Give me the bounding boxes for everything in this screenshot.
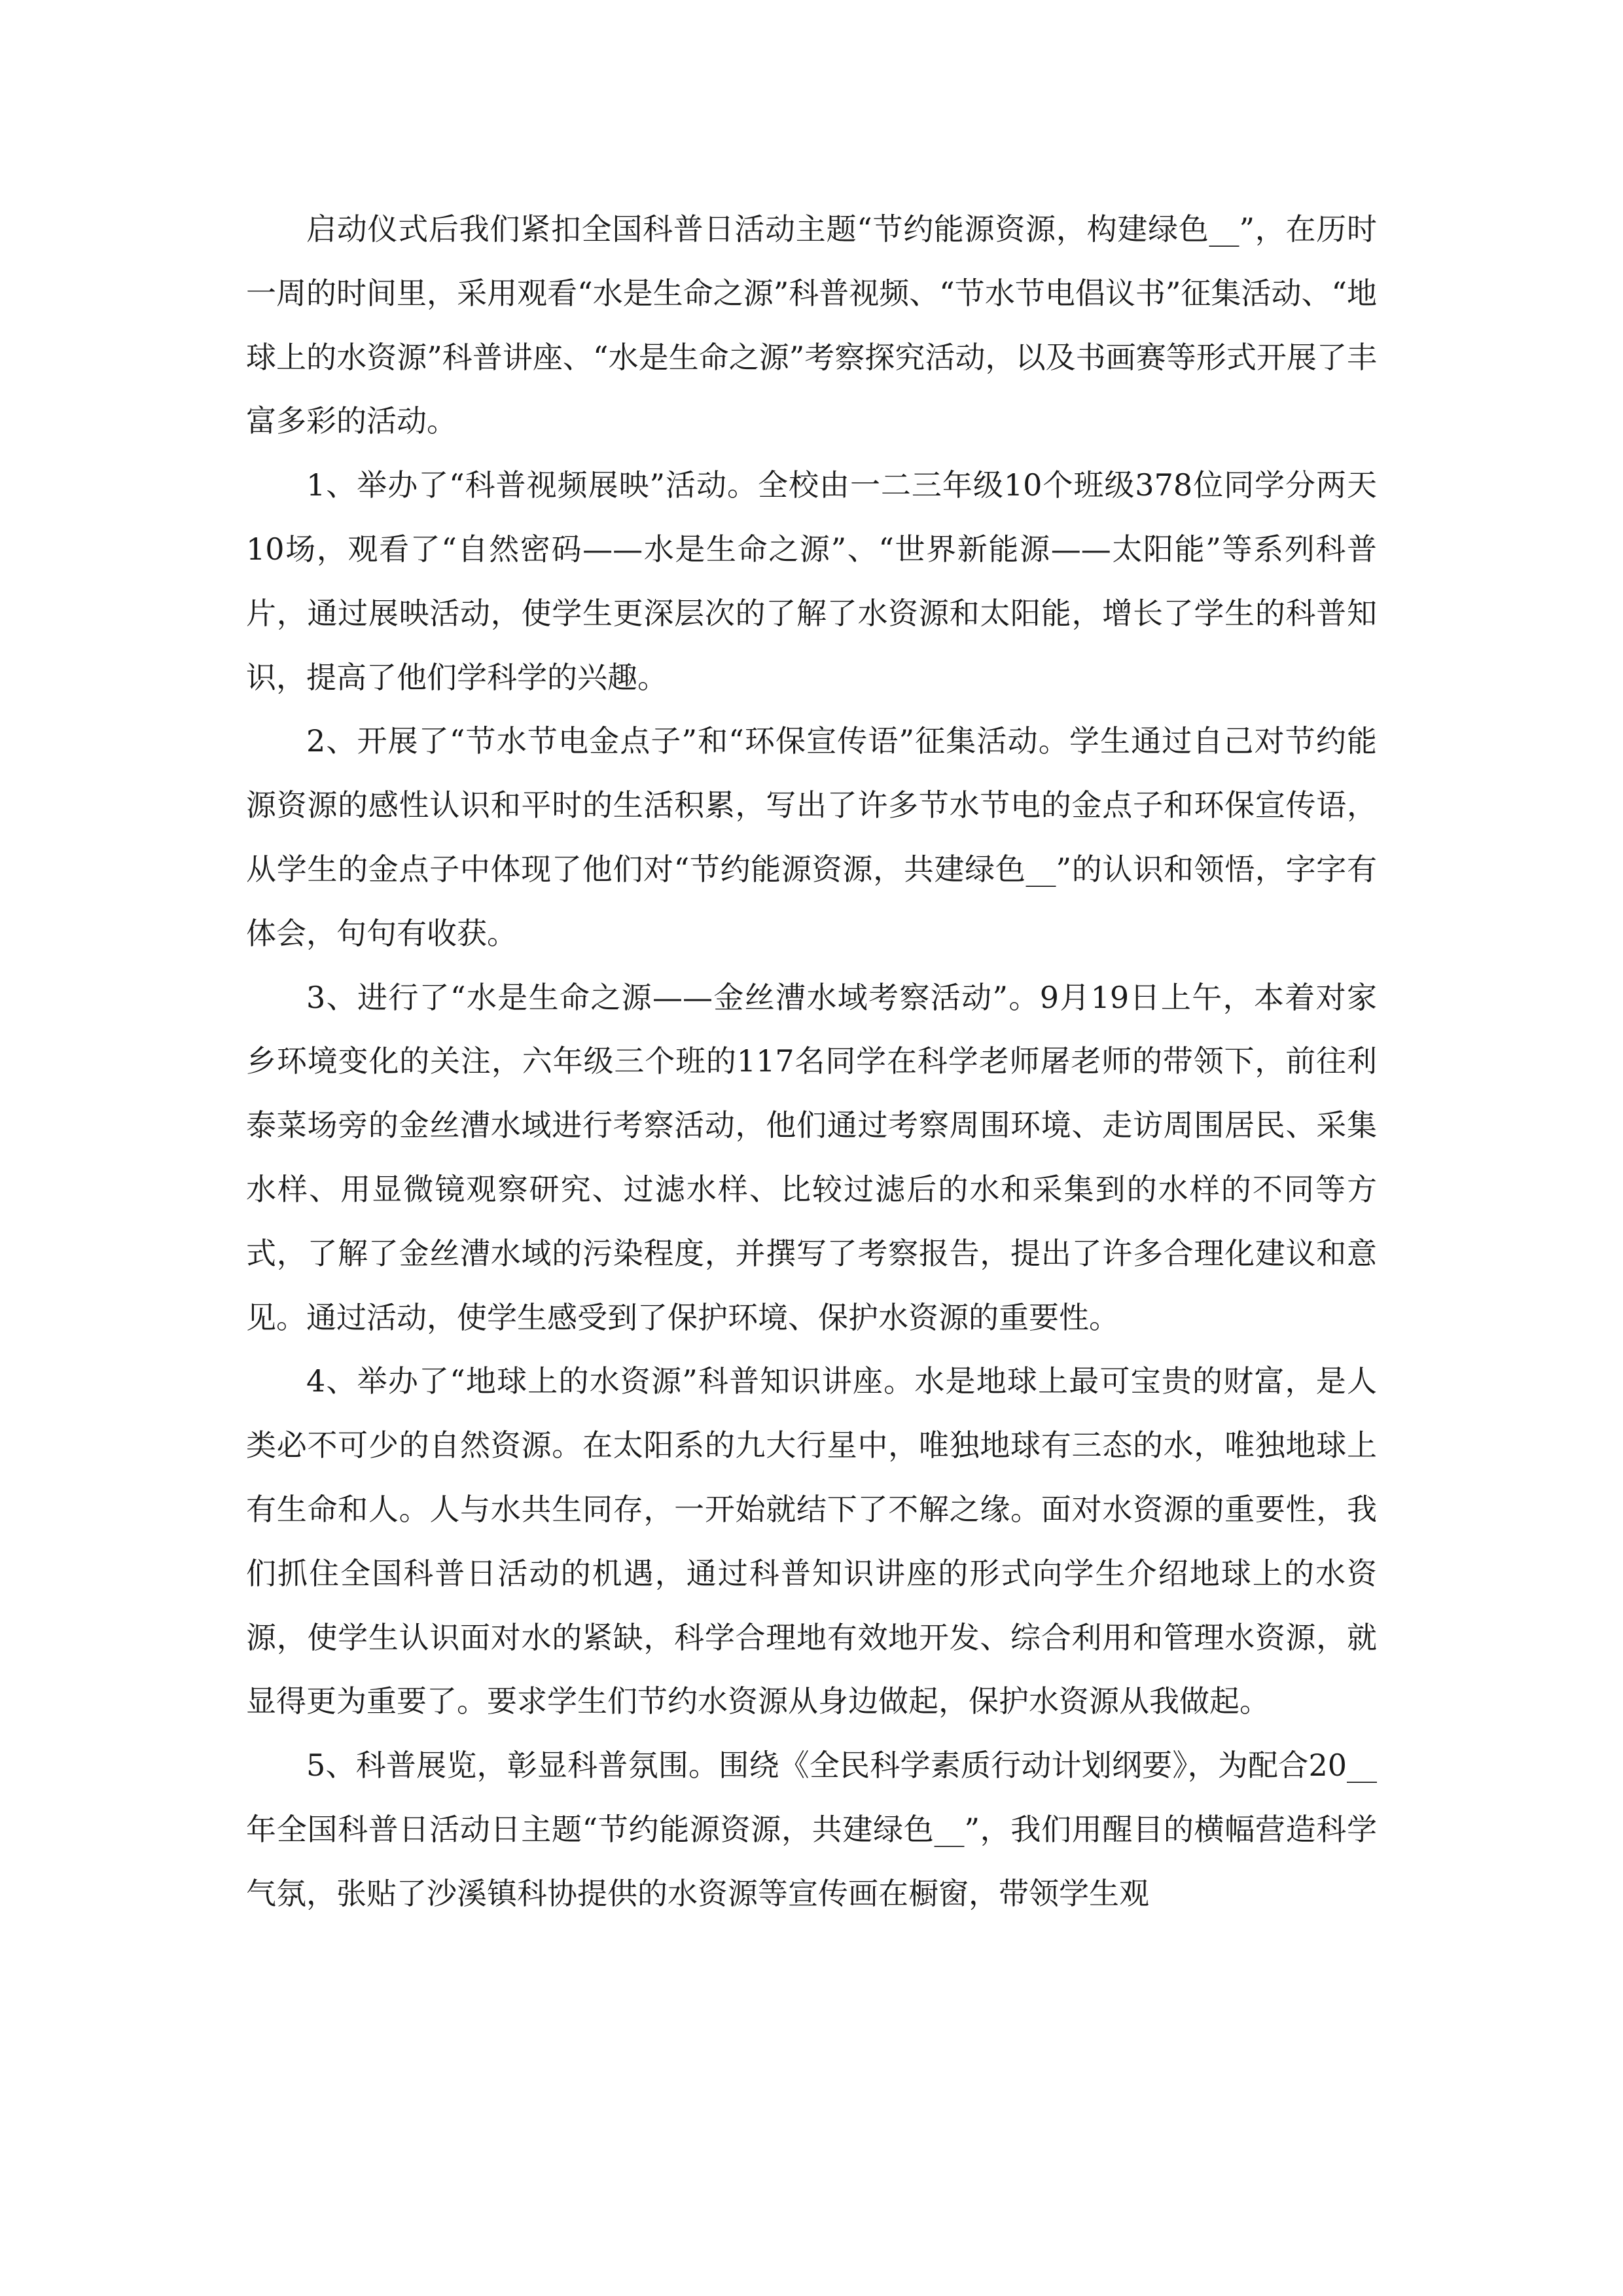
paragraph-item-1: 1、举办了“科普视频展映”活动。全校由一二三年级10个班级378位同学分两天10场，观看了“自然密码——水是生命之源”、“世界新能源——太阳能”等系列科普片，通过展映活动，使学生更深层次的了解了水资源和太阳能，增长了学生的科普知识，提高了他们学科学的兴趣。 (246, 467, 1377, 695)
paragraph-intro: 启动仪式后我们紧扣全国科普日活动主题“节约能源资源，构建绿色__”，在历时一周的时间里，采用观看“水是生命之源”科普视频、“节水节电倡议书”征集活动、“地球上的水资源”科普讲座、“水是生命之源”考察探究活动，以及书画赛等形式开展了丰富多彩的活动。 (246, 211, 1377, 439)
paragraph-item-5: 5、科普展览，彰显科普氛围。围绕《全民科学素质行动计划纲要》，为配合20__年全国科普日活动日主题“节约能源资源，共建绿色__”，我们用醒目的横幅营造科学气氛，张贴了沙溪镇科协提供的水资源等宣传画在橱窗，带领学生观 (246, 1748, 1377, 1911)
document-body (246, 198, 1377, 1926)
paragraph-item-4: 4、举办了“地球上的水资源”科普知识讲座。水是地球上最可宝贵的财富，是人类必不可少的自然资源。在太阳系的九大行星中，唯独地球有三态的水，唯独地球上有生命和人。人与水共生同存，一开始就结下了不解之缘。面对水资源的重要性，我们抓住全国科普日活动的机遇，通过科普知识讲座的形式向学生介绍地球上的水资源，使学生认识面对水的紧缺，科学合理地有效地开发、综合利用和管理水资源，就显得更为重要了。要求学生们节约水资源从身边做起，保护水资源从我做起。 (246, 1363, 1377, 1719)
paragraph-item-3: 3、进行了“水是生命之源——金丝漕水域考察活动”。9月19日上午，本着对家乡环境变化的关注，六年级三个班的117名同学在科学老师屠老师的带领下，前往利泰菜场旁的金丝漕水域进行考察活动，他们通过考察周围环境、走访周围居民、采集水样、用显微镜观察研究、过滤水样、比较过滤后的水和采集到的水样的不同等方式，了解了金丝漕水域的污染程度，并撰写了考察报告，提出了许多合理化建议和意见。通过活动，使学生感受到了保护环境、保护水资源的重要性。 (246, 979, 1377, 1335)
paragraph-item-2: 2、开展了“节水节电金点子”和“环保宣传语”征集活动。学生通过自己对节约能源资源的感性认识和平时的生活积累，写出了许多节水节电的金点子和环保宣传语，从学生的金点子中体现了他们对“节约能源资源，共建绿色__”的认识和领悟，字字有体会，句句有收获。 (246, 723, 1377, 951)
